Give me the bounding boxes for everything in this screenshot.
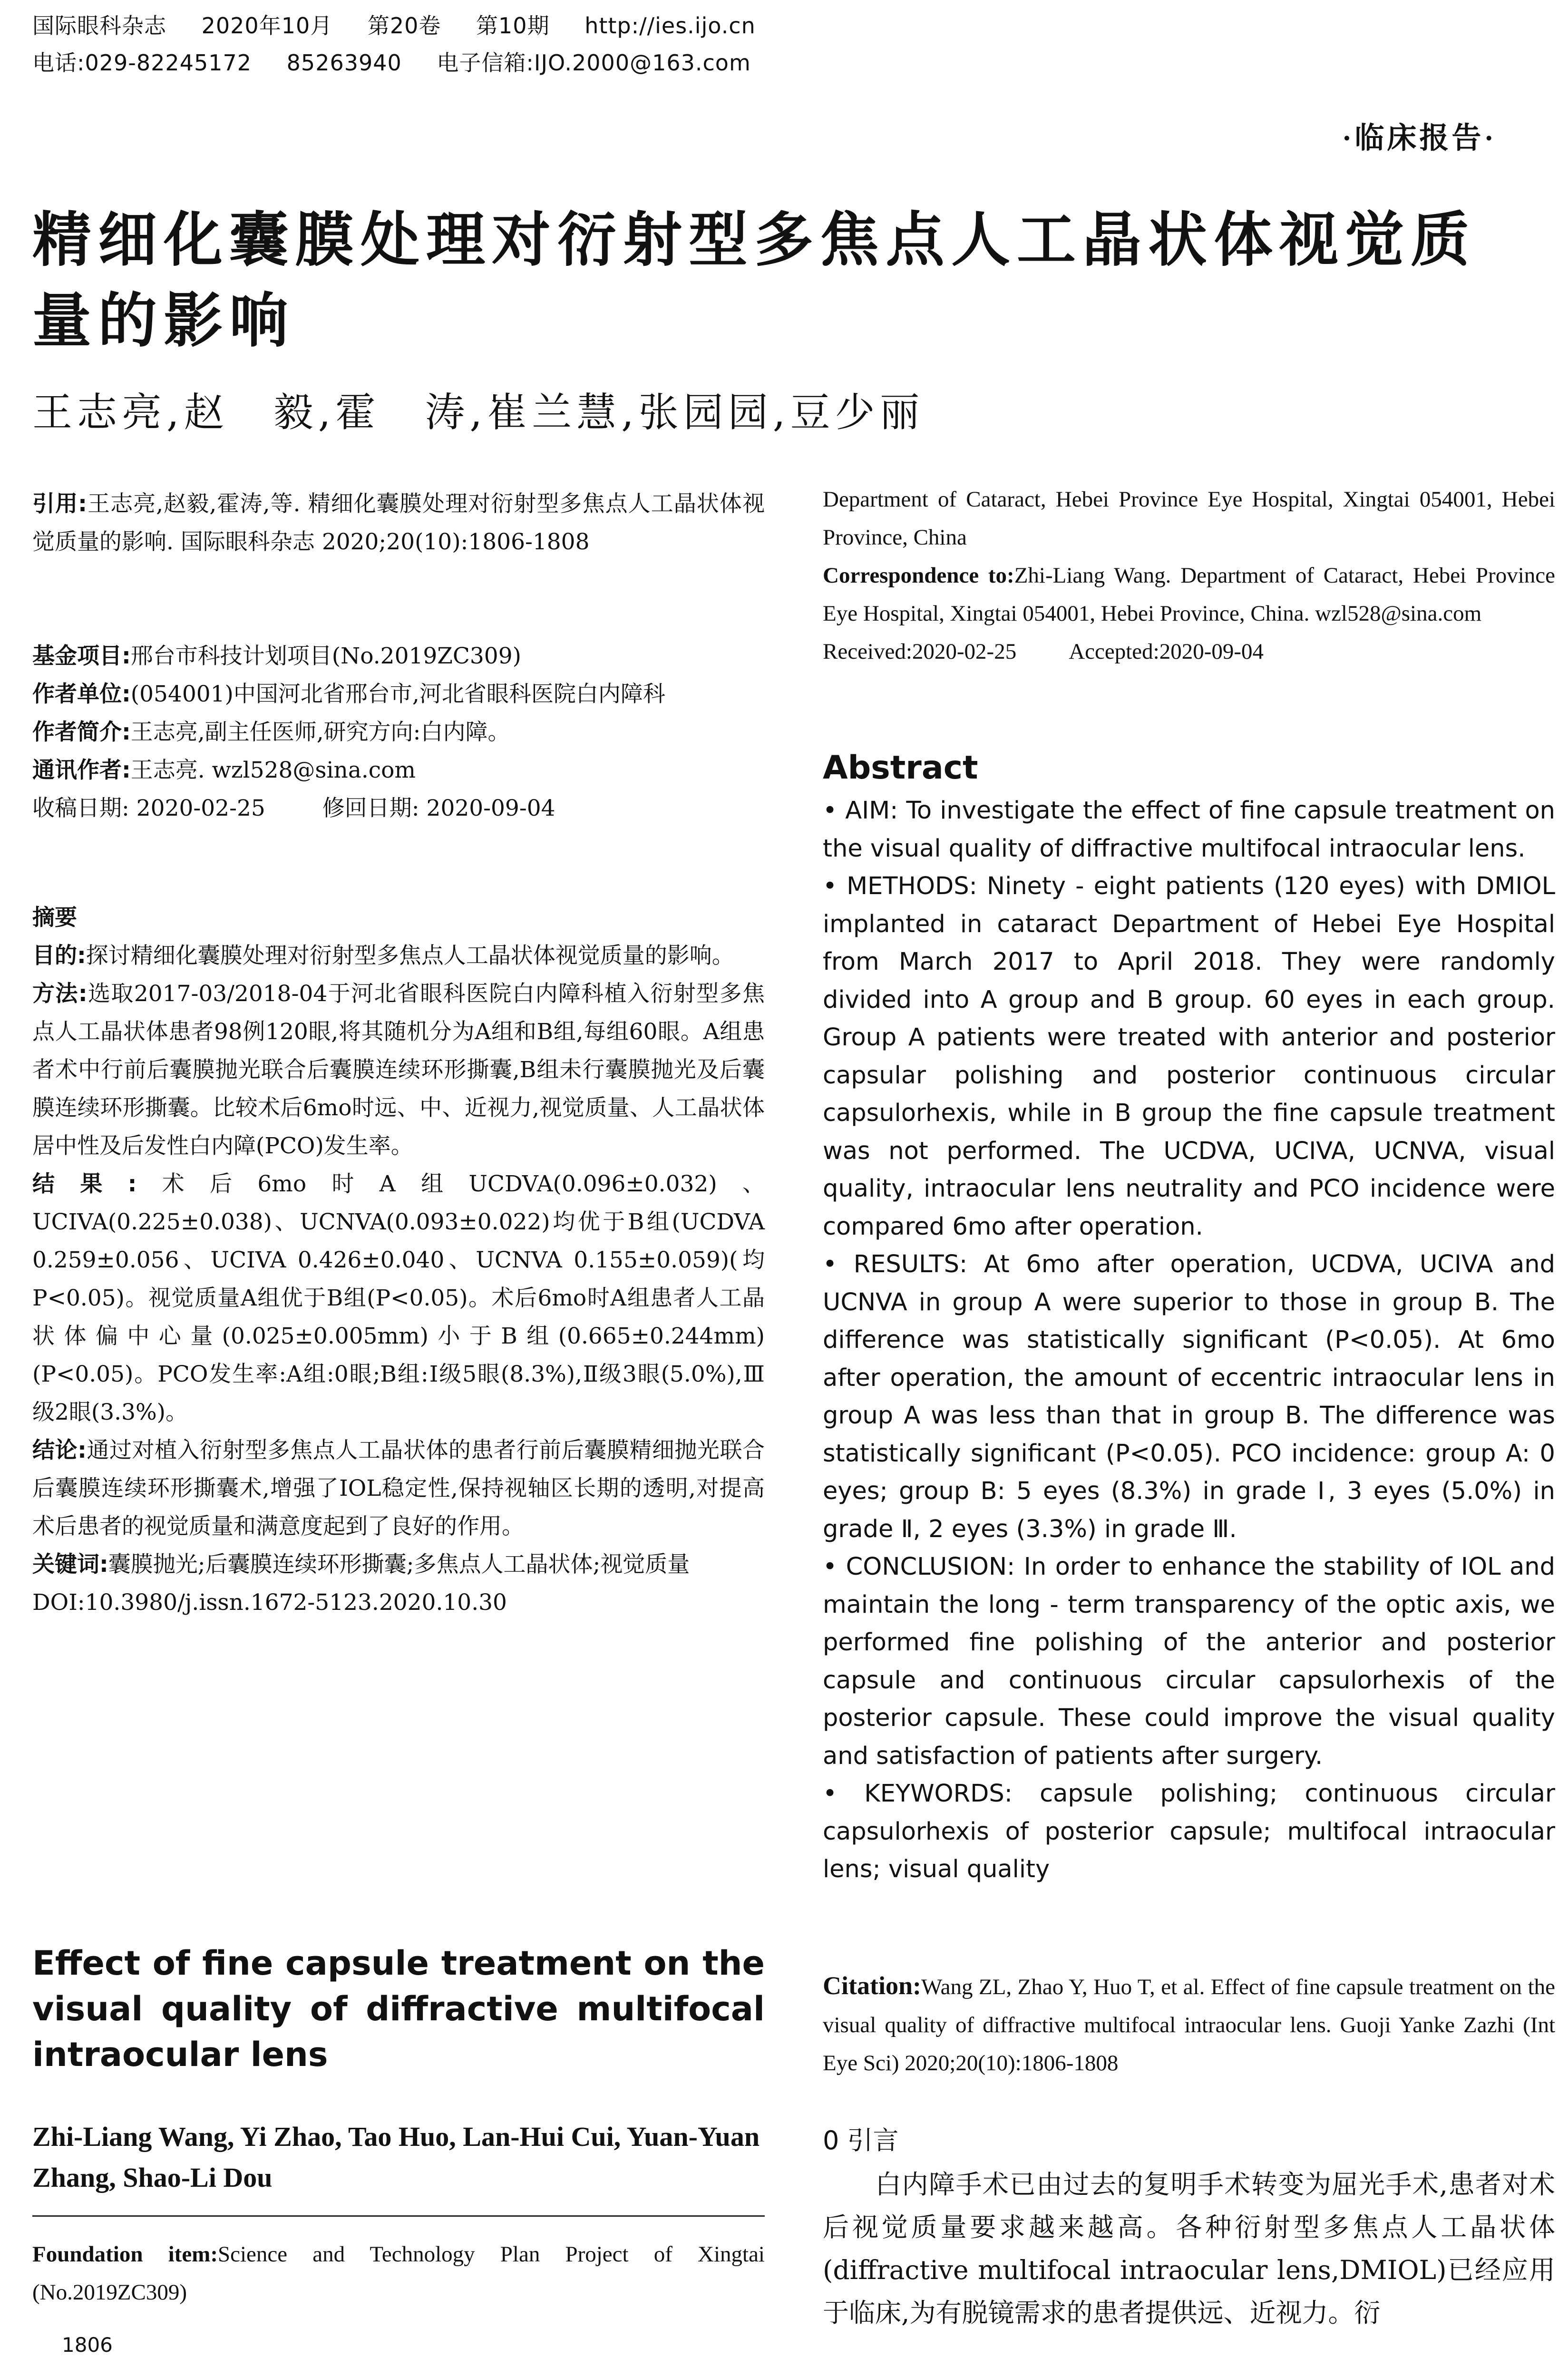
page-number: 1806 [62,2333,113,2357]
dept-line: Department of Cataract, Hebei Province Eye Hospital, Xingtai 054001, Hebei Province, China [823,487,1555,550]
journal-header-line2 [32,46,779,77]
abstract-cn-results: 结果:术后6mo时A组UCDVA(0.096±0.032)、UCIVA(0.225±0.038)、UCNVA(0.093±0.022)均优于B组(UCDVA 0.259±0.056、UCIVA 0.426±0.040、UCNVA 0.155±0.059)(均P<0.05)。视觉质量A组优于B组(P<0.05)。术后6mo时A组患者人工晶状体偏中心量(0.025±0.005mm)小于B组(0.665±0.244mm)(P<0.05)。PCO发生率:A组:0眼;B组:Ⅰ级5眼(8.3%),Ⅱ级3眼(5.0%),Ⅲ级2眼(3.3%)。 [32,1171,765,1425]
email[interactable]: 电子信箱:IJO.2000@163.com [437,50,751,76]
corr-line: 通讯作者:王志亮. wzl528@sina.com [32,757,416,783]
meta-block-en [823,480,1555,671]
phone: 电话:029-82245172 [32,50,252,76]
abstract-cn-aim: 目的:探讨精细化囊膜处理对衍射型多焦点人工晶状体视觉质量的影响。 [32,943,734,969]
dates-line: 收稿日期: 2020-02-25 修回日期: 2020-09-04 [32,795,555,821]
section-label: ·临床报告· [1342,122,1497,155]
volume: 第20卷 [367,13,441,39]
meta-block-cn [32,637,765,828]
abstract-en-methods: • METHODS: Ninety - eight patients (120 eyes) with DMIOL implanted in cataract Department of Hebei Eye Hospital from March 2017 to April 2018. They were randomly divided into A group and B group. 60 eyes in each group. Group A patients were treated with anterior and posterior capsular polishing and posterior continuous circular capsulorhexis, while in B group the fine capsule treatment was not performed. The UCDVA, UCIVA, UCNVA, visual quality, intraocular lens neutrality and PCO incidence were compared 6mo after operation. [823,872,1555,1241]
bio-line: 作者简介:王志亮,副主任医师,研究方向:白内障。 [32,719,510,745]
fund-line: 基金项目:邢台市科技计划项目(No.2019ZC309) [32,643,521,669]
dates-en-line: Received:2020-02-25 Accepted:2020-09-04 [823,639,1264,664]
intro-heading: 0 引言 [823,2125,899,2155]
abstract-cn-keywords: 关键词:囊膜抛光;后囊膜连续环形撕囊;多焦点人工晶状体;视觉质量 [32,1551,690,1578]
abstract-en-conclusion: • CONCLUSION: In order to enhance the stability of IOL and maintain the long - term transparency of the optic axis, we performed fine polishing of the anterior and posterior capsule and continuous circular capsulorhexis of the posterior capsule. These could improve the visual quality and satisfaction of patients after surgery. [823,1553,1555,1770]
divider [32,2215,765,2217]
issue-number: 第10期 [476,13,550,39]
abstract-cn [32,899,765,1622]
journal-name: 国际眼科杂志 [32,13,166,39]
citation-text: 王志亮,赵毅,霍涛,等. 精细化囊膜处理对衍射型多焦点人工晶状体视觉质量的影响. 国际眼科杂志 2020;20(10):1806-1808 [32,491,765,555]
foundation-item: Foundation item:Science and Technology Plan Project of Xingtai (No.2019ZC309) [32,2242,765,2305]
abstract-cn-methods: 方法:选取2017-03/2018-04于河北省眼科医院白内障科植入衍射型多焦点人工晶状体患者98例120眼,将其随机分为A组和B组,每组60眼。A组患者术中行前后囊膜抛光联合后囊膜连续环形撕囊,B组未行囊膜抛光及后囊膜连续环形撕囊。比较术后6mo时远、中、近视力,视觉质量、人工晶状体居中性及后发性白内障(PCO)发生率。 [32,981,765,1159]
journal-header-line1 [32,9,783,40]
abstract-en-heading: Abstract [823,749,978,787]
article-title-en: Effect of fine capsule treatment on the visual quality of diffractive multifocal intraocular lens [32,1944,765,2074]
citation-en: Citation:Wang ZL, Zhao Y, Huo T, et al. Effect of fine capsule treatment on the visual quality of diffractive multifocal intraocular lens. Guoji Yanke Zazhi (Int Eye Sci) 2020;20(10):1806-1808 [823,1971,1555,2075]
authors-cn: 王志亮,赵 毅,霍 涛,崔兰慧,张园园,豆少丽 [32,389,925,436]
citation-cn [32,485,765,561]
abstract-en-results: • RESULTS: At 6mo after operation, UCDVA, UCIVA and UCNVA in group A were superior to those in group B. The difference was statistically significant (P<0.05). At 6mo after operation, the amount of eccentric intraocular lens in group A was less than that in group B. The difference was statistically significant (P<0.05). PCO incidence: group A: 0 eyes; group B: 5 eyes (8.3%) in grade Ⅰ, 3 eyes (5.0%) in grade Ⅱ, 2 eyes (3.3%) in grade Ⅲ. [823,1250,1555,1543]
authors-en: Zhi-Liang Wang, Yi Zhao, Tao Huo, Lan-Hui Cui, Yuan-Yuan Zhang, Shao-Li Dou [32,2121,760,2193]
intro-text: 白内障手术已由过去的复明手术转变为屈光手术,患者对术后视觉质量要求越来越高。各种衍射型多焦点人工晶状体(diffractive multifocal intraocular lens,DMIOL)已经应用于临床,为有脱镜需求的患者提供远、近视力。衍 [823,2169,1556,2328]
abstract-en [823,792,1555,1889]
unit-line: 作者单位:(054001)中国河北省邢台市,河北省眼科医院白内障科 [32,681,665,707]
abstract-en-keywords: • KEYWORDS: capsule polishing; continuous circular capsulorhexis of posterior capsule; multifocal intraocular lens; visual quality [823,1780,1555,1883]
journal-url[interactable]: http://ies.ijo.cn [584,13,756,39]
corr-en-line: Correspondence to:Zhi-Liang Wang. Department of Cataract, Hebei Province Eye Hospital, Xingtai 054001, Hebei Province, China. wzl528@sina.com [823,563,1555,626]
citation-label: 引用: [32,491,87,517]
abstract-cn-heading: 摘要 [32,905,77,931]
abstract-cn-conclusion: 结论:通过对植入衍射型多焦点人工晶状体的患者行前后囊膜精细抛光联合后囊膜连续环形撕囊术,增强了IOL稳定性,保持视轴区长期的透明,对提高术后患者的视觉质量和满意度起到了良好的作用。 [32,1437,765,1539]
phone-2: 85263940 [286,50,402,76]
abstract-en-aim: • AIM: To investigate the effect of fine capsule treatment on the visual quality of diffractive multifocal intraocular lens. [823,797,1555,863]
article-title-cn: 精细化囊膜处理对衍射型多焦点人工晶状体视觉质量的影响 [32,206,1477,355]
issue-date: 2020年10月 [201,13,333,39]
doi[interactable]: DOI:10.3980/j.issn.1672-5123.2020.10.30 [32,1589,507,1616]
